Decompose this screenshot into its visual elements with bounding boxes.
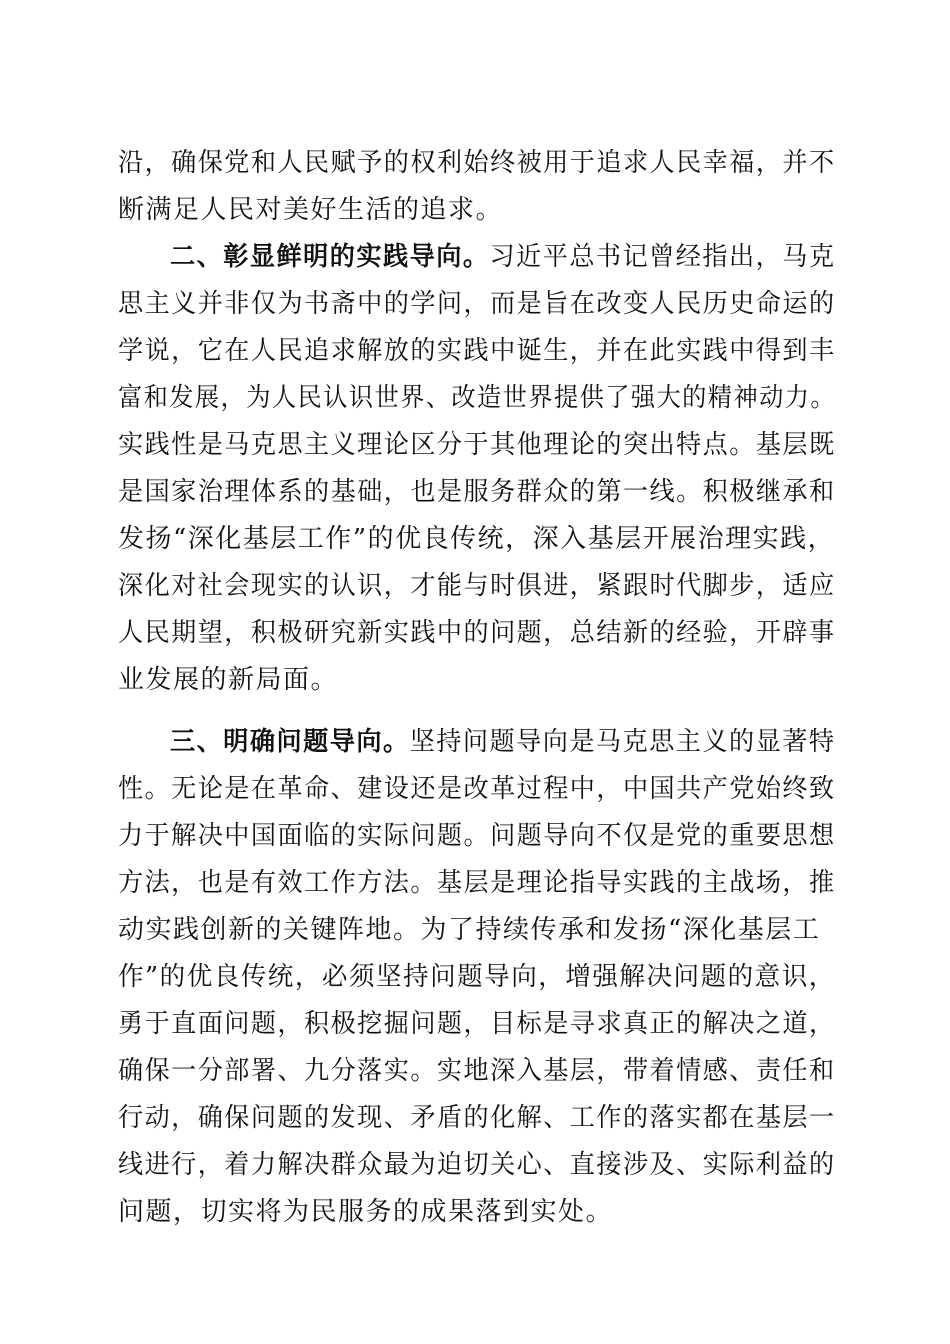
paragraph-line: 动实践创新的关键阵地。为了持续传承和发扬“深化基层工	[118, 915, 821, 945]
paragraph-line: 作”的优良传统，必须坚持问题导向，增强解决问题的意识，	[118, 962, 836, 992]
paragraph-line: 确保一分部署、九分落实。实地深入基层，带着情感、责任和	[118, 1056, 836, 1086]
paragraph-line: 人民期望，积极研究新实践中的问题，总结新的经验，开辟事	[118, 618, 836, 648]
paragraph-line: 性。无论是在革命、建设还是改革过程中，中国共产党始终致	[118, 774, 836, 804]
paragraph-line: 深化对社会现实的认识，才能与时俱进，紧跟时代脚步，适应	[118, 571, 836, 601]
paragraph-line: 发扬“深化基层工作”的优良传统，深入基层开展治理实践，	[118, 524, 836, 554]
paragraph-text: 坚持问题导向是马克思主义的显著特	[409, 727, 836, 757]
paragraph-line: 行动，确保问题的发现、矛盾的化解、工作的落实都在基层一	[118, 1103, 836, 1133]
section-3-heading: 三、明确问题导向。	[170, 727, 410, 757]
paragraph-line: 业发展的新局面。	[118, 665, 339, 695]
paragraph-line: 学说，它在人民追求解放的实践中诞生，并在此实践中得到丰	[118, 336, 836, 366]
paragraph-line: 思主义并非仅为书斋中的学问，而是旨在改变人民历史命运的	[118, 289, 836, 319]
paragraph-line: 断满足人民对美好生活的追求。	[118, 195, 504, 225]
paragraph-line: 是国家治理体系的基础，也是服务群众的第一线。积极继承和	[118, 477, 836, 507]
paragraph-line: 沿，确保党和人民赋予的权利始终被用于追求人民幸福，并不	[118, 148, 836, 178]
paragraph-line: 线进行，着力解决群众最为迫切关心、直接涉及、实际利益的	[118, 1150, 836, 1180]
section-3-first-line	[170, 722, 836, 762]
paragraph-line: 力于解决中国面临的实际问题。问题导向不仅是党的重要思想	[118, 821, 836, 851]
paragraph-line: 方法，也是有效工作方法。基层是理论指导实践的主战场，推	[118, 868, 836, 898]
section-2-heading: 二、彰显鲜明的实践导向。	[170, 242, 490, 272]
paragraph-line: 富和发展，为人民认识世界、改造世界提供了强大的精神动力。	[118, 383, 837, 413]
paragraph-line: 实践性是马克思主义理论区分于其他理论的突出特点。基层既	[118, 430, 836, 460]
section-2-first-line	[170, 237, 836, 277]
paragraph-line: 勇于直面问题，积极挖掘问题，目标是寻求真正的解决之道，	[118, 1009, 836, 1039]
paragraph-text: 习近平总书记曾经指出，马克	[489, 242, 836, 272]
paragraph-line: 问题，切实将为民服务的成果落到实处。	[118, 1197, 614, 1227]
